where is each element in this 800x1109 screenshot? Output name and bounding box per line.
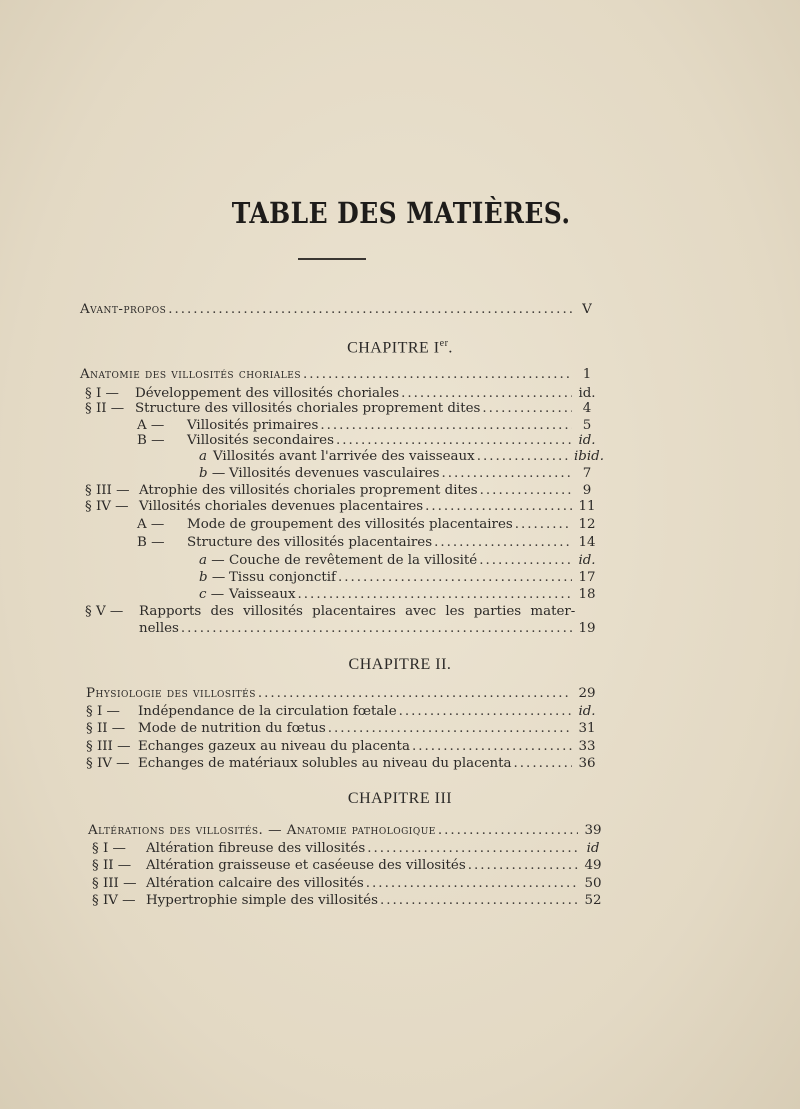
title-rule <box>298 258 366 260</box>
section-marker: § I — <box>92 841 126 856</box>
section-marker: § IV — <box>86 756 130 771</box>
toc-label: Indépendance de la circulation fœtale <box>138 704 397 719</box>
leader-dots <box>258 684 572 704</box>
toc-page: 36 <box>578 756 596 771</box>
toc-page: 14 <box>578 535 596 550</box>
leader-dots <box>434 533 572 553</box>
section-marker: § II — <box>92 858 132 873</box>
toc-page: id. <box>578 704 596 719</box>
toc-page: 17 <box>578 570 596 585</box>
toc-label: Mode de nutrition du fœtus <box>138 721 326 736</box>
toc-label: Structure des villosités placentaires <box>187 535 433 550</box>
section-marker: a — <box>199 553 225 568</box>
toc-entry[interactable] <box>137 515 600 535</box>
toc-label: Développement des villosités choriales <box>135 386 400 401</box>
toc-entry-avant-propos[interactable] <box>80 300 600 320</box>
section-marker: § II — <box>86 721 126 736</box>
toc-label: Structure des villosités choriales proprement dites <box>135 401 481 416</box>
toc-page: 31 <box>578 721 596 736</box>
leader-dots <box>425 497 572 517</box>
leader-dots <box>515 515 572 535</box>
section-marker: § IV — <box>85 499 129 514</box>
section-marker: a <box>199 449 207 464</box>
chapter-heading: CHAPITRE Ier. <box>347 338 453 357</box>
section-marker: b — <box>199 466 226 481</box>
section-marker: § II — <box>85 401 125 416</box>
toc-page: 11 <box>578 499 596 514</box>
toc-page: id <box>586 841 600 856</box>
toc-label: Echanges gazeux au niveau du placenta <box>138 739 410 754</box>
toc-page: 4 <box>582 401 592 416</box>
section-marker: § III — <box>85 483 130 498</box>
toc-entry[interactable] <box>86 754 600 774</box>
toc-page: 5 <box>582 418 592 433</box>
toc-entry[interactable] <box>139 619 600 639</box>
toc-page: 1 <box>582 367 592 382</box>
section-marker: A — <box>137 418 165 433</box>
toc-label: nelles <box>139 621 179 636</box>
section-marker: B — <box>137 535 165 550</box>
section-marker: § III — <box>92 876 137 891</box>
leader-dots <box>328 719 572 739</box>
toc-page: id. <box>578 553 596 568</box>
toc-label: Altération fibreuse des villosités <box>146 841 366 856</box>
leader-dots <box>438 821 578 841</box>
section-marker: b — <box>199 570 226 585</box>
toc-page: ibid. <box>574 449 604 464</box>
toc-label: Vaisseaux <box>229 587 296 602</box>
toc-label: Tissu conjonctif <box>229 570 336 585</box>
toc-label: Couche de revêtement de la villosité <box>229 553 478 568</box>
toc-label: Altération calcaire des villosités <box>146 876 364 891</box>
toc-label: Villosités avant l'arrivée des vaisseaux <box>213 449 475 464</box>
toc-label: Mode de groupement des villosités placentaires <box>187 517 513 532</box>
toc-page: 49 <box>584 858 602 873</box>
toc-entry[interactable] <box>92 856 606 876</box>
toc-label: Villosités secondaires <box>187 433 334 448</box>
toc-page: 52 <box>584 893 602 908</box>
toc-page: id. <box>578 433 596 448</box>
toc-page: id. <box>578 386 596 401</box>
toc-page: 18 <box>578 587 596 602</box>
toc-label: Villosités choriales devenues placentaires <box>139 499 424 514</box>
toc-entry[interactable] <box>92 891 606 911</box>
leader-dots <box>181 619 572 639</box>
toc-label: Hypertrophie simple des villosités <box>146 893 378 908</box>
toc-label: Avant-propos <box>80 302 167 317</box>
leader-dots <box>380 891 578 911</box>
toc-entry[interactable] <box>137 533 600 553</box>
toc-page: 12 <box>578 517 596 532</box>
toc-label: Altération graisseuse et caséeuse des villosités <box>146 858 466 873</box>
section-marker: § I — <box>86 704 120 719</box>
toc-entry[interactable] <box>86 684 600 704</box>
section-marker: § IV — <box>92 893 136 908</box>
section-marker: § I — <box>85 386 119 401</box>
toc-page: 19 <box>578 621 596 636</box>
section-marker: c — <box>199 587 225 602</box>
toc-page: V <box>582 302 592 317</box>
toc-page: 50 <box>584 876 602 891</box>
toc-label: Villosités primaires <box>187 418 319 433</box>
chapter-heading: CHAPITRE III <box>347 790 453 807</box>
toc-page: 39 <box>584 823 602 838</box>
toc-entry[interactable] <box>86 719 600 739</box>
section-marker: A — <box>137 517 165 532</box>
leader-dots <box>303 365 572 385</box>
toc-label: Echanges de matériaux solubles au niveau du placenta <box>138 756 512 771</box>
toc-label: Rapports des villosités placentaires avec les parties mater- <box>139 604 576 619</box>
toc-label: Physiologie des villosités <box>86 686 256 701</box>
section-marker: § V — <box>85 604 124 619</box>
toc-entry[interactable] <box>80 365 600 385</box>
chapter-heading: CHAPITRE II. <box>348 656 452 673</box>
toc-label: Altérations des villosités. — Anatomie pathologique <box>88 823 436 838</box>
toc-entry[interactable] <box>88 821 606 841</box>
leader-dots <box>168 300 572 320</box>
toc-label: Atrophie des villosités choriales proprement dites <box>139 483 478 498</box>
section-marker: B — <box>137 433 165 448</box>
section-marker: § III — <box>86 739 131 754</box>
toc-page: 29 <box>578 686 596 701</box>
leader-dots <box>468 856 578 876</box>
toc-page: 33 <box>578 739 596 754</box>
leader-dots <box>514 754 572 774</box>
toc-page: 7 <box>582 466 592 481</box>
toc-label: Villosités devenues vasculaires <box>229 466 440 481</box>
toc-page: 9 <box>582 483 592 498</box>
page-title: TABLE DES MATIÈRES. <box>231 196 571 230</box>
toc-entry[interactable] <box>85 497 600 517</box>
toc-label: Anatomie des villosités choriales <box>80 367 301 382</box>
